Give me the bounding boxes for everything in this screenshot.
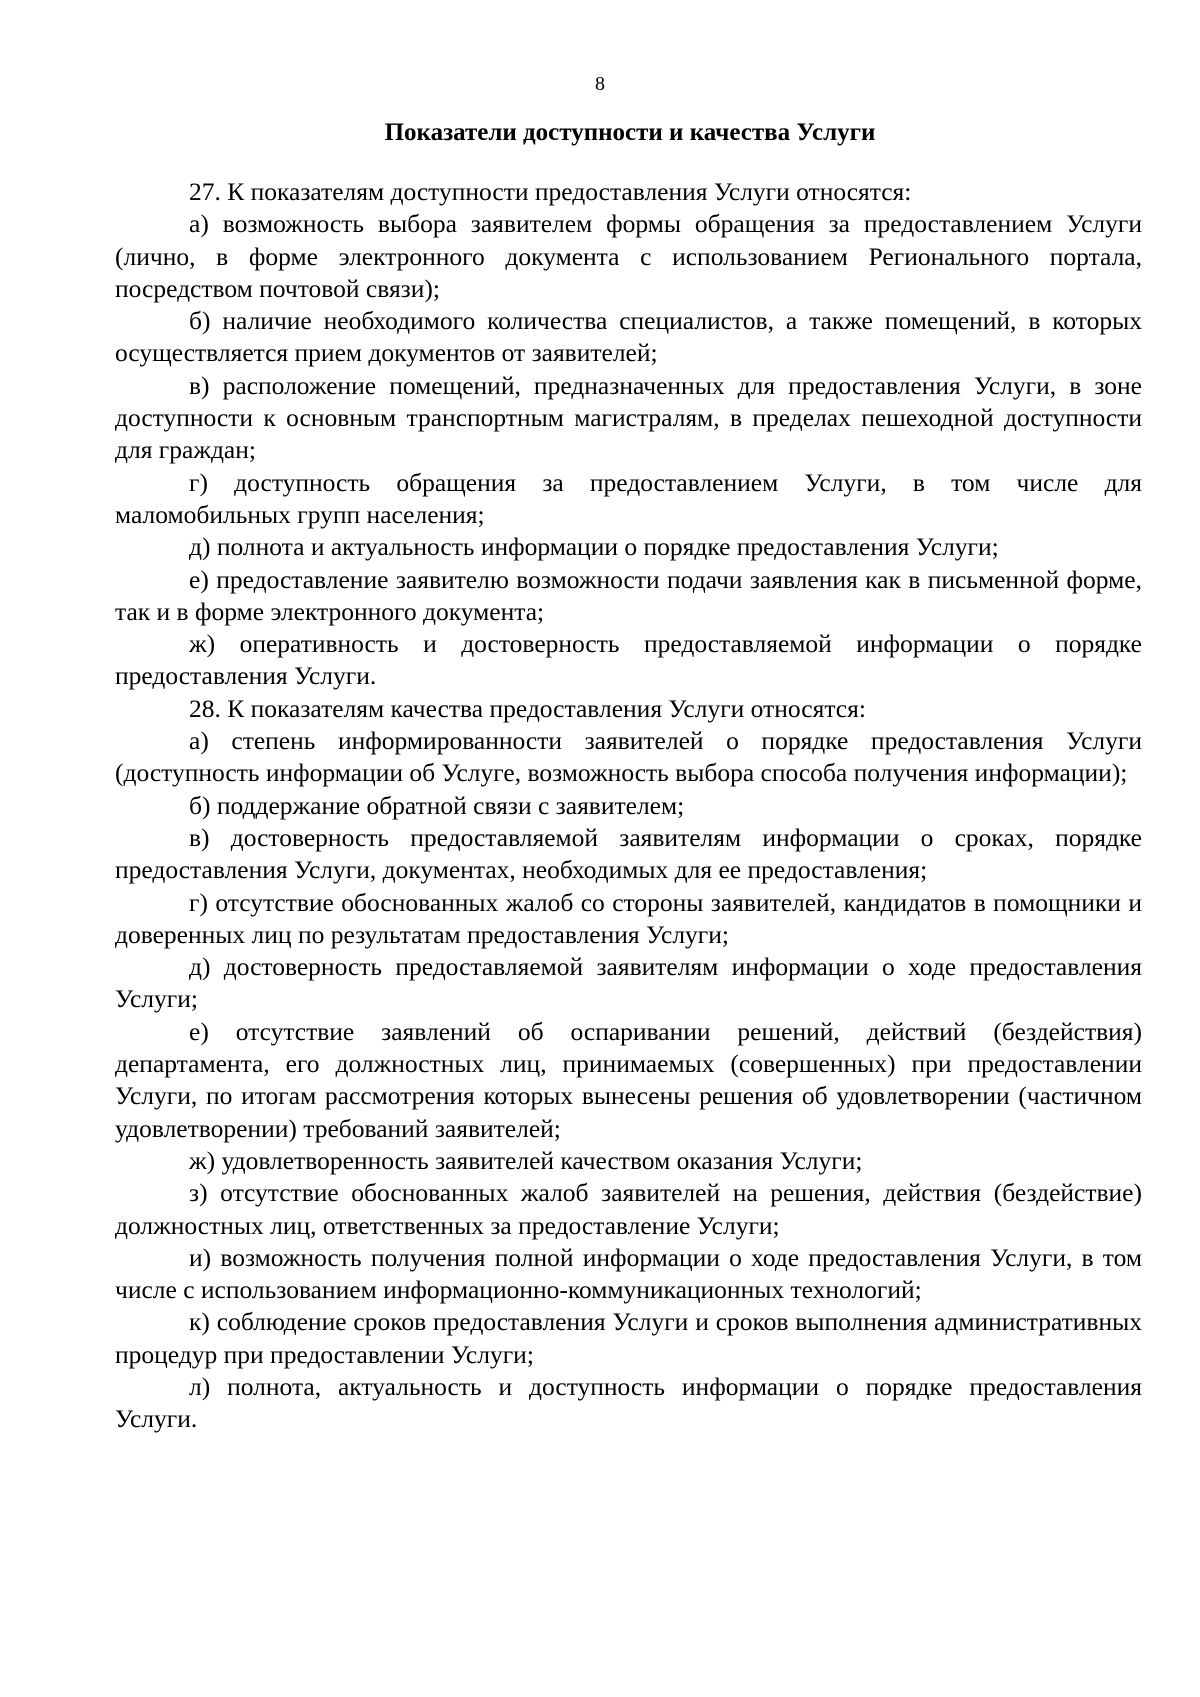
section-28-item-d: д) достоверность предоставляемой заявителям информации о ходе предоставления Услуги; bbox=[115, 952, 1142, 1014]
section-27-item-zh: ж) оперативность и достоверность предоставляемой информации о порядке предоставления Услуги. bbox=[115, 629, 1142, 691]
section-28-item-b: б) поддержание обратной связи с заявителем; bbox=[189, 790, 685, 820]
section-28-item-z: з) отсутствие обоснованных жалоб заявителей на решения, действия (бездействие) должностных лиц, ответственных за предоставление Услуги; bbox=[115, 1178, 1142, 1240]
section-28-item-e: е) отсутствие заявлений об оспаривании решений, действий (бездействия) департамента, его должностных лиц, принимаемых (совершенных) при предоставлении Услуги, по итогам рассмотрения которых вынесены решения об удовлетворении (частичном удовлетворении) требований заявителей; bbox=[115, 1016, 1142, 1143]
section-28-item-i: и) возможность получения полной информации о ходе предоставления Услуги, в том числе с использованием информационно-коммуникационных технологий; bbox=[115, 1242, 1142, 1305]
section-27-intro: 27. К показателям доступности предоставления Услуги относятся: bbox=[189, 177, 912, 206]
section-28-item-l: л) полнота, актуальность и доступность информации о порядке предоставления Услуги. bbox=[115, 1371, 1142, 1434]
section-27-item-e: е) предоставление заявителю возможности подачи заявления как в письменной форме, так и в форме электронного документа; bbox=[115, 564, 1142, 626]
page-title: Показатели доступности и качества Услуги bbox=[384, 119, 876, 146]
section-28-intro: 28. К показателям качества предоставления Услуги относятся: bbox=[189, 693, 866, 723]
section-28-item-a: а) степень информированности заявителей о порядке предоставления Услуги (доступность информации об Услуге, возможность выбора способа получения информации); bbox=[115, 726, 1142, 788]
section-27-item-b: б) наличие необходимого количества специалистов, а также помещений, в которых осуществляется прием документов от заявителей; bbox=[115, 306, 1142, 368]
section-27-item-g: г) доступность обращения за предоставлением Услуги, в том числе для маломобильных групп населения; bbox=[115, 467, 1142, 529]
section-28-item-k: к) соблюдение сроков предоставления Услуги и сроков выполнения административных процедур при предоставлении Услуги; bbox=[115, 1307, 1142, 1369]
section-27-item-v: в) расположение помещений, предназначенных для предоставления Услуги, в зоне доступности к основным транспортным магистралям, в пределах пешеходной доступности для граждан; bbox=[115, 370, 1142, 465]
section-28-item-g: г) отсутствие обоснованных жалоб со стороны заявителей, кандидатов в помощники и доверенных лиц по результатам предоставления Услуги; bbox=[115, 887, 1142, 949]
section-28-item-zh: ж) удовлетворенность заявителей качеством оказания Услуги; bbox=[189, 1145, 863, 1175]
section-27-item-a: а) возможность выбора заявителем формы обращения за предоставлением Услуги (лично, в форме электронного документа с использованием Регионального портала, посредством почтовой связи); bbox=[115, 209, 1142, 303]
section-28-item-v: в) достоверность предоставляемой заявителям информации о сроках, порядке предоставления Услуги, документах, необходимых для ее предоставления; bbox=[115, 822, 1142, 885]
page-number: 8 bbox=[595, 73, 605, 95]
document-body bbox=[115, 176, 1142, 1436]
section-27-item-d: д) полнота и актуальность информации о порядке предоставления Услуги; bbox=[189, 532, 999, 562]
